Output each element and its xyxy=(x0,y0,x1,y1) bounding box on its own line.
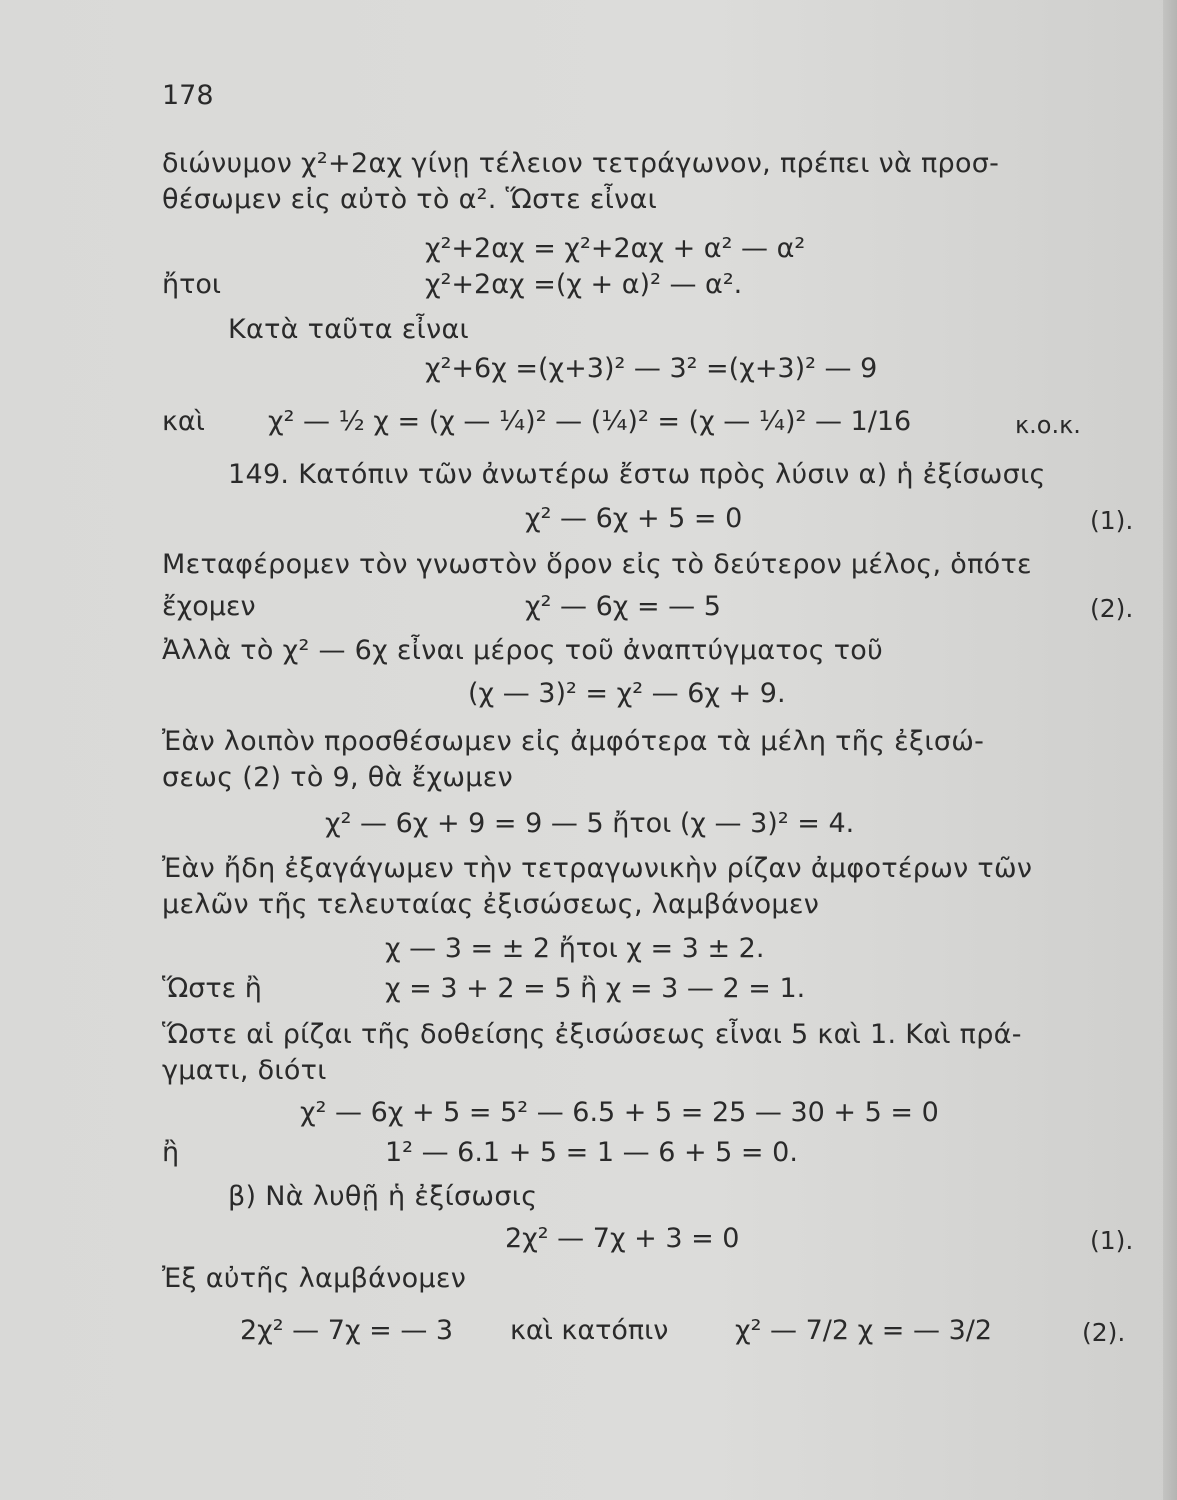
text-line: Ἀλλὰ τὸ χ² — 6χ εἶναι μέρος τοῦ ἀναπτύγματος τοῦ xyxy=(162,635,884,666)
equation-label: Ὥστε ἢ xyxy=(162,973,262,1004)
text-line: γματι, διότι xyxy=(162,1055,327,1086)
text-line: μελῶν τῆς τελευταίας ἐξισώσεως, λαμβάνομεν xyxy=(162,889,820,920)
equation-number: (1). xyxy=(1090,1226,1134,1255)
equation-label: καὶ xyxy=(162,406,205,437)
text-line: σεως (2) τὸ 9, θὰ ἔχωμεν xyxy=(162,762,514,793)
equation-b2-text: καὶ κατόπιν xyxy=(510,1315,669,1346)
text-line: Μεταφέρομεν τὸν γνωστὸν ὅρον εἰς τὸ δεύτερον μέλος, ὁπότε xyxy=(162,549,1032,580)
page-edge-shadow xyxy=(1163,0,1177,1500)
text-line: Ἐξ αὐτῆς λαμβάνομεν xyxy=(162,1263,467,1294)
equation-a3: (χ — 3)² = χ² — 6χ + 9. xyxy=(468,678,786,709)
equation-b1: 2χ² — 7χ + 3 = 0 xyxy=(505,1223,740,1254)
equation-number: (2). xyxy=(1090,594,1134,623)
equation-tail: κ.ο.κ. xyxy=(1015,411,1081,439)
equation-a8: 1² — 6.1 + 5 = 1 — 6 + 5 = 0. xyxy=(385,1137,798,1168)
equation-a1: χ² — 6χ + 5 = 0 xyxy=(525,503,743,534)
equation-a4: χ² — 6χ + 9 = 9 — 5 ἤτοι (χ — 3)² = 4. xyxy=(325,808,855,839)
equation-a2: χ² — 6χ = — 5 xyxy=(525,591,721,622)
text-line: β) Νὰ λυθῇ ἡ ἐξίσωσις xyxy=(228,1181,538,1212)
equation-a6: χ = 3 + 2 = 5 ἢ χ = 3 — 2 = 1. xyxy=(385,973,806,1004)
equation-label: ἢ xyxy=(162,1137,180,1168)
text-line: Ἐὰν ἤδη ἐξαγάγωμεν τὴν τετραγωνικὴν ρίζαν ἀμφοτέρων τῶν xyxy=(162,853,1033,884)
equation-b2b: χ² — 7/2 χ = — 3/2 xyxy=(735,1315,993,1346)
paragraph-149: 149. Κατόπιν τῶν ἀνωτέρω ἔστω πρὸς λύσιν α) ἡ ἐξίσωσις xyxy=(228,459,1046,490)
equation-label: ἤτοι xyxy=(162,269,222,300)
equation-a5: χ — 3 = ± 2 ἤτοι χ = 3 ± 2. xyxy=(385,933,765,964)
text-line: Ἐὰν λοιπὸν προσθέσωμεν εἰς ἀμφότερα τὰ μέλη τῆς ἐξισώ- xyxy=(162,726,985,757)
text-line: Ὥστε αἱ ρίζαι τῆς δοθείσης ἐξισώσεως εἶναι 5 καὶ 1. Καὶ πρά- xyxy=(162,1019,1022,1050)
page-number: 178 xyxy=(162,80,214,111)
equation-number: (1). xyxy=(1090,506,1134,535)
equation-b2a: 2χ² — 7χ = — 3 xyxy=(240,1315,454,1346)
equation-number: (2). xyxy=(1082,1318,1126,1347)
text-line: Κατὰ ταῦτα εἶναι xyxy=(228,314,469,345)
equation-3: χ²+6χ =(χ+3)² — 3² =(χ+3)² — 9 xyxy=(425,353,878,384)
equation-1: χ²+2αχ = χ²+2αχ + α² — α² xyxy=(425,233,806,264)
equation-2: χ²+2αχ =(χ + α)² — α². xyxy=(425,269,743,300)
equation-a7: χ² — 6χ + 5 = 5² — 6.5 + 5 = 25 — 30 + 5 = 0 xyxy=(300,1097,939,1128)
text-line: ἔχομεν xyxy=(162,591,256,622)
text-line: θέσωμεν εἰς αὐτὸ τὸ α². Ὥστε εἶναι xyxy=(162,184,658,215)
equation-4: χ² — ½ χ = (χ — ¼)² — (¼)² = (χ — ¼)² — 1/16 xyxy=(268,406,912,437)
text-line: διώνυμον χ²+2αχ γίνῃ τέλειον τετράγωνον, πρέπει νὰ προσ- xyxy=(162,148,1000,179)
